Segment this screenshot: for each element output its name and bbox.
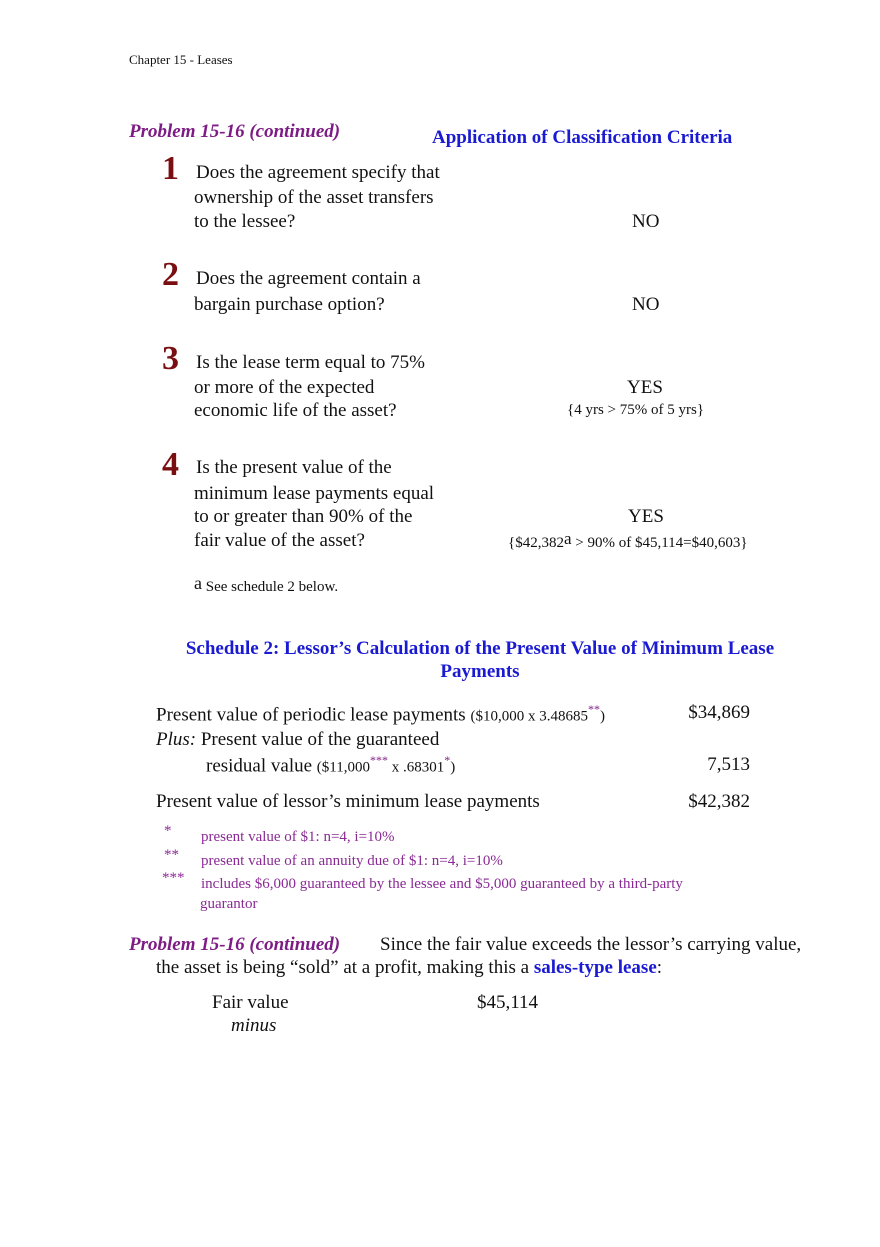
schedule-row-periodic [156, 702, 605, 726]
footnote-mark: * [164, 823, 172, 839]
criterion-text: bargain purchase option? [194, 294, 385, 315]
residual-value: 7,513 [707, 754, 750, 775]
criterion-number: 2 [162, 256, 179, 293]
conclusion-part: the asset is being “sold” at a profit, making this a [156, 957, 534, 978]
problem-label: Problem 15-16 (continued) [129, 934, 341, 955]
total-label: Present value of lessor’s minimum lease payments [156, 791, 540, 812]
criterion-text: Is the lease term equal to 75% [196, 352, 425, 373]
criterion-text: ownership of the asset transfers [194, 187, 434, 208]
note-part: > 90% of $45,114=$40,603} [571, 535, 748, 551]
criterion-text: to or greater than 90% of the [194, 506, 413, 527]
footnote-ref: * [444, 753, 451, 767]
criterion-answer: YES [628, 506, 664, 527]
conclusion-text: Since the fair value exceeds the lessor’s carrying value, [380, 934, 802, 955]
footnote-text: present value of $1: n=4, i=10% [201, 829, 395, 845]
criterion-text: Does the agreement contain a [196, 268, 421, 289]
footnote-text: includes $6,000 guaranteed by the lessee and $5,000 guaranteed by a third-party [201, 876, 683, 892]
footnote-mark: a [194, 573, 202, 593]
schedule-title: Schedule 2: Lessor’s Calculation of the Present Value of Minimum Lease [185, 638, 775, 659]
conclusion-part: : [656, 957, 663, 978]
criterion-text: Does the agreement specify that [196, 162, 440, 183]
criterion-note: {4 yrs > 75% of 5 yrs} [567, 402, 705, 418]
footnote-ref: ** [587, 702, 600, 716]
note-part: {$42,382 [508, 535, 564, 551]
row-calc: x .68301 [388, 759, 445, 776]
periodic-value: $34,869 [688, 702, 750, 723]
page-header: Chapter 15 - Leases [129, 52, 233, 67]
criterion-answer: YES [627, 377, 663, 398]
minus-label: minus [231, 1015, 277, 1036]
footnote-mark: *** [162, 870, 185, 886]
criterion-text: Is the present value of the [196, 457, 392, 478]
criterion-text: fair value of the asset? [194, 530, 365, 551]
row-label: Present value of the guaranteed [196, 729, 440, 750]
row-calc: ) [450, 759, 456, 776]
problem-label: Problem 15-16 (continued) [129, 121, 341, 142]
schedule-row-residual [156, 729, 439, 751]
footnote-mark: ** [164, 847, 179, 863]
plus-label: Plus: [156, 729, 197, 750]
row-label: Present value of periodic lease payments [156, 704, 471, 726]
criterion-number: 3 [162, 340, 179, 377]
total-value: $42,382 [688, 791, 750, 812]
criterion-text: minimum lease payments equal [194, 483, 435, 504]
fair-value-label: Fair value [212, 992, 289, 1013]
footnote-a [194, 575, 338, 596]
schedule-title-cont: Payments [440, 661, 520, 682]
row-calc: ) [599, 708, 605, 725]
footnote-text: guarantor [200, 896, 258, 912]
criterion-number: 1 [162, 150, 179, 187]
sales-type-lease-highlight: sales-type lease [533, 957, 657, 978]
criterion-answer: NO [632, 294, 660, 315]
conclusion-text [156, 957, 662, 979]
section-title: Application of Classification Criteria [432, 127, 733, 148]
row-calc: ($11,000 [316, 759, 370, 776]
criterion-answer: NO [632, 211, 660, 232]
row-label: residual value [206, 755, 317, 777]
criterion-number: 4 [162, 446, 179, 483]
footnote-text: See schedule 2 below. [202, 579, 339, 595]
fair-value: $45,114 [477, 992, 539, 1013]
row-calc: ($10,000 x 3.48685 [470, 708, 588, 725]
criterion-text: to the lessee? [194, 211, 296, 232]
criterion-note [508, 529, 748, 552]
criterion-text: or more of the expected [194, 377, 375, 398]
criterion-text: economic life of the asset? [194, 400, 397, 421]
schedule-row-residual-cont [206, 753, 455, 777]
footnote-ref: *** [370, 753, 388, 767]
footnote-text: present value of an annuity due of $1: n=4, i=10% [201, 853, 503, 869]
note-superscript: a [563, 529, 572, 548]
